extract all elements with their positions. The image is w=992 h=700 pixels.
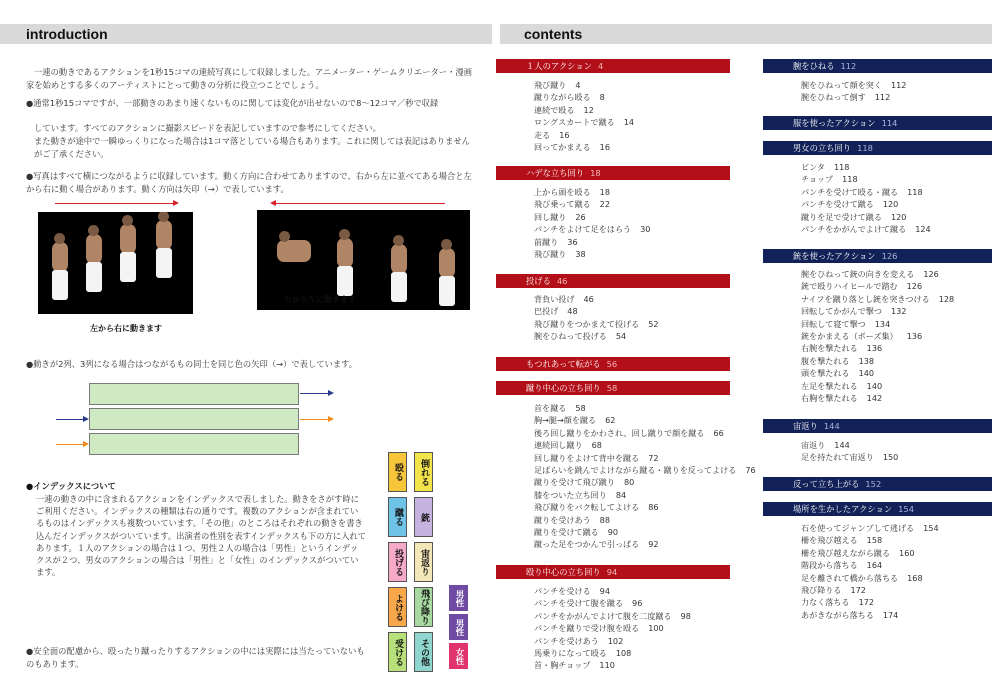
toc-item[interactable]: 蹴りを受けて蹴る 90 xyxy=(534,527,619,538)
toc-items xyxy=(801,268,954,404)
toc-item[interactable]: パンチをかがんでよけて蹴る 124 xyxy=(801,224,931,235)
intro-paragraph-2b: しています。すべてのアクションに撮影スピードを表記していますので参考にしてください。 xyxy=(34,123,381,133)
index-tag-dodge: よける xyxy=(388,587,407,627)
toc-item[interactable]: 足ばらいを跳んでよけながら蹴る・蹴りを反ってよける 76 xyxy=(534,465,756,476)
toc-item[interactable]: 上から頭を殴る 18 xyxy=(534,187,610,197)
index-tag-other: その他 xyxy=(414,632,433,672)
toc-item[interactable]: 腕をひねって顔を突く 112 xyxy=(801,80,907,90)
toc-items xyxy=(534,79,634,153)
row-box-1 xyxy=(89,383,299,405)
toc-item[interactable]: 飛び蹴りをバク転してよける 86 xyxy=(534,502,659,513)
toc-item[interactable]: 柵を飛び越える 158 xyxy=(801,535,883,546)
toc-item[interactable]: 腕をひねって倒す 112 xyxy=(801,92,891,103)
direction-arrow-rtl xyxy=(275,203,445,204)
toc-item[interactable]: 腹を撃たれる 138 xyxy=(801,355,875,366)
toc-item[interactable]: 巴投げ 48 xyxy=(534,306,578,317)
index-tag-kick: 蹴る xyxy=(388,497,407,537)
toc-item[interactable]: 腕をひねって銃の向きを変える 126 xyxy=(801,269,939,279)
index-tag-flip: 宙返り xyxy=(414,542,433,582)
gender-tag-female: 女性 xyxy=(449,643,468,669)
toc-item[interactable]: 銃で殴りハイヒールで踏む 126 xyxy=(801,281,923,292)
toc-item[interactable]: 回転してかがんで撃つ 132 xyxy=(801,306,907,317)
toc-items xyxy=(534,585,691,672)
toc-item[interactable]: パンチを受けて腹を蹴る 96 xyxy=(534,598,643,609)
toc-section[interactable]: ハデな立ち回り 18 xyxy=(496,166,730,180)
intro-paragraph-4: ●動きが2列、3列になる場合はつながるもの同士を同じ色の矢印（→）で表しています。 xyxy=(26,359,358,369)
toc-item[interactable]: 石を使ってジャンプして逃げる 154 xyxy=(801,523,939,533)
toc-item[interactable]: 連続で殴る 12 xyxy=(534,104,594,115)
row-arrow-in-2 xyxy=(56,419,84,420)
toc-items xyxy=(534,293,659,343)
index-tag-block: 受ける xyxy=(388,632,407,672)
toc-item[interactable]: 飛び降りる 172 xyxy=(801,585,866,596)
toc-section[interactable]: 殴り中心の立ち回り 94 xyxy=(496,565,730,579)
toc-item[interactable]: ビンタ 118 xyxy=(801,162,850,172)
toc-section[interactable]: 服を使ったアクション 114 xyxy=(763,116,992,130)
toc-items xyxy=(801,522,939,621)
gender-tag-male-1: 男性 xyxy=(449,585,468,611)
toc-section[interactable]: 男女の立ち回り 118 xyxy=(763,141,992,155)
index-title: ●インデックスについて xyxy=(26,481,116,491)
toc-item[interactable]: 膝をついた立ち回り 84 xyxy=(534,489,627,500)
toc-item[interactable]: パンチを受けて殴る・蹴る 118 xyxy=(801,186,923,197)
toc-item[interactable]: 頭を撃たれる 140 xyxy=(801,368,875,379)
arrow-head-right xyxy=(173,200,179,206)
index-tag-gun: 銃 xyxy=(414,497,433,537)
toc-item[interactable]: 蹴りを受けあう 88 xyxy=(534,514,610,525)
toc-item[interactable]: 飛び蹴り 4 xyxy=(534,80,581,90)
toc-section[interactable]: 蹴り中心の立ち回り 58 xyxy=(496,381,730,395)
toc-item[interactable]: 蹴った足をつかんで引っぱる 92 xyxy=(534,539,659,550)
toc-items xyxy=(801,161,931,235)
toc-item[interactable]: パンチを蹴りで受け腹を殴る 100 xyxy=(534,623,664,634)
toc-item[interactable]: 首・胸チョップ 110 xyxy=(534,660,615,671)
toc-item[interactable]: 蹴りながら殴る 8 xyxy=(534,92,605,103)
intro-paragraph-2c: また動きが途中で一瞬ゆっくりになった場合は1コマ落としている場合もあります。これに関しては表記はありませんがご了承ください。 xyxy=(34,136,470,159)
toc-items xyxy=(801,439,898,464)
arrow-head-right xyxy=(83,416,89,422)
toc-item[interactable]: 回ってかまえる 16 xyxy=(534,142,610,153)
row-box-2 xyxy=(89,408,299,430)
toc-item[interactable]: 力なく落ちる 172 xyxy=(801,597,875,608)
toc-item[interactable]: 飛び蹴り 38 xyxy=(534,249,586,260)
toc-items xyxy=(534,186,650,260)
intro-paragraph-1: 一連の動きであるアクションを1秒15コマの連続写真にして収録しました。アニメーター・ゲームクリエーター・漫画家を始めとする多くのアーティストにとって動きの分析に役立つことでしょう。 xyxy=(26,67,472,90)
toc-item[interactable]: 飛び乗って蹴る 22 xyxy=(534,199,610,210)
arrow-head-right xyxy=(328,390,334,396)
toc-item[interactable]: 前蹴り 36 xyxy=(534,236,578,247)
toc-item[interactable]: チョップ 118 xyxy=(801,174,858,185)
toc-item[interactable]: 回し蹴り 26 xyxy=(534,211,586,222)
toc-section[interactable]: もつれあって転がる 56 xyxy=(496,357,730,371)
intro-paragraph-2a: ●通常1秒15コマですが、一部動きのあまり速くないものに関しては変化が出せないので8～12コマ／秒で収録 xyxy=(26,98,439,108)
toc-item[interactable]: 後ろ回し蹴りをかわされ、回し蹴りで顔を蹴る 66 xyxy=(534,427,724,438)
toc-item[interactable]: 銃をかまえる（ポーズ集） 136 xyxy=(801,331,923,342)
toc-item[interactable]: 左足を撃たれる 140 xyxy=(801,380,883,391)
toc-item[interactable]: 馬乗りになって殴る 108 xyxy=(534,648,632,659)
index-tag-fall: 倒れる xyxy=(414,452,433,492)
toc-item[interactable]: パンチをよけて足をはらう 30 xyxy=(534,224,651,235)
toc-item[interactable]: 連続回し蹴り 68 xyxy=(534,440,602,451)
toc-item[interactable]: パンチをかがんでよけて腹を二度蹴る 98 xyxy=(534,610,691,621)
toc-item[interactable]: 宙返り 144 xyxy=(801,440,850,450)
toc-item[interactable]: 腕をひねって投げる 54 xyxy=(534,331,627,342)
toc-item[interactable]: 足を持たれて宙返り 150 xyxy=(801,452,899,463)
toc-item[interactable]: 走る 16 xyxy=(534,129,570,140)
direction-arrow-ltr xyxy=(55,203,175,204)
toc-item[interactable]: あがきながら落ちる 174 xyxy=(801,609,899,620)
toc-item[interactable]: 回し蹴りをよけて背中を蹴る 72 xyxy=(534,452,659,463)
arrow-head-right xyxy=(328,416,334,422)
toc-section[interactable]: 投げる 46 xyxy=(496,274,730,288)
toc-item[interactable]: 足を離されて橋から落ちる 168 xyxy=(801,572,923,583)
toc-item[interactable]: 階段から落ちる 164 xyxy=(801,560,883,571)
toc-item[interactable]: 胸→腿→顔を蹴る 62 xyxy=(534,415,616,426)
row-arrow-in-3 xyxy=(56,444,84,445)
row-arrow-out-1 xyxy=(300,393,328,394)
caption-rtl: 右から左に動きます xyxy=(284,295,356,304)
toc-item[interactable]: 蹴りを受けて飛び蹴り 80 xyxy=(534,477,635,488)
toc-item[interactable]: 飛び蹴りをつかまえて投げる 52 xyxy=(534,318,659,329)
index-tag-jump-down: 飛び降り xyxy=(414,587,433,627)
toc-item[interactable]: ロングスカートで蹴る 14 xyxy=(534,117,635,128)
arrow-head-left xyxy=(270,200,276,206)
introduction-header: introduction xyxy=(0,24,492,44)
toc-item[interactable]: ナイフを蹴り落とし銃を突きつける 128 xyxy=(801,293,955,304)
toc-item[interactable]: パンチを受けあう 102 xyxy=(534,635,624,646)
toc-item[interactable]: 柵を飛び越えながら蹴る 160 xyxy=(801,547,915,558)
toc-item[interactable]: 背負い投げ 46 xyxy=(534,294,594,304)
contents-header: contents xyxy=(500,24,992,44)
toc-section[interactable]: 場所を生かしたアクション 154 xyxy=(763,502,992,516)
toc-item[interactable]: 右腕を撃たれる 136 xyxy=(801,343,883,354)
toc-item[interactable]: 右胸を撃たれる 142 xyxy=(801,393,883,404)
arrow-head-right xyxy=(83,441,89,447)
caption-ltr: 左から右に動きます xyxy=(90,324,162,333)
toc-item[interactable]: パンチを受けて蹴る 120 xyxy=(801,199,899,210)
toc-items xyxy=(801,79,906,104)
toc-items xyxy=(534,402,756,551)
toc-section[interactable]: 銃を使ったアクション 126 xyxy=(763,249,992,263)
intro-paragraph-3: ●写真はすべて横につながるように収録しています。動く方向に合わせてありますので、右から左に並べてある場合と左から右に動く場合があります。動く方向は矢印（→）で表しています。 xyxy=(26,171,472,194)
row-box-3 xyxy=(89,433,299,455)
toc-item[interactable]: 回転して寝て撃つ 134 xyxy=(801,318,891,329)
row-arrow-out-2 xyxy=(300,419,328,420)
index-body: 一連の動きの中に含まれるアクションをインデックスで表しました。動きをさがす時にご利用ください。インデックスの種類は右の通りです。複数のアクションが含まれているものはインデックスも複数ついています。「その他」のところはそれぞれの動きを書き込んだインデックスがついています。出演者の性別を表すインデックスも下の方に入れてあります。１人のアクションの場合は１つ、男性２人の場合は「男性」というインデックスが２つ、男女のアクションの場合は「男性」と「女性」のインデックスがついています。 xyxy=(36,494,366,578)
safety-note: ●安全面の配慮から、殴ったり蹴ったりするアクションの中には実際には当たっていないものもあります。 xyxy=(26,646,365,669)
photo-sequence-ltr xyxy=(38,212,193,314)
index-tag-throw: 投げる xyxy=(388,542,407,582)
index-tag-punch: 殴る xyxy=(388,452,407,492)
toc-item[interactable]: パンチを受ける 94 xyxy=(534,586,610,596)
gender-tag-male-2: 男性 xyxy=(449,614,468,640)
toc-section[interactable]: 腕をひねる 112 xyxy=(763,59,992,73)
toc-section[interactable]: 宙返り 144 xyxy=(763,419,992,433)
toc-section[interactable]: １人のアクション 4 xyxy=(496,59,730,73)
toc-item[interactable]: 首を蹴る 58 xyxy=(534,403,586,413)
toc-item[interactable]: 蹴りを足で受けて蹴る 120 xyxy=(801,211,907,222)
toc-section[interactable]: 反って立ち上がる 152 xyxy=(763,477,992,491)
